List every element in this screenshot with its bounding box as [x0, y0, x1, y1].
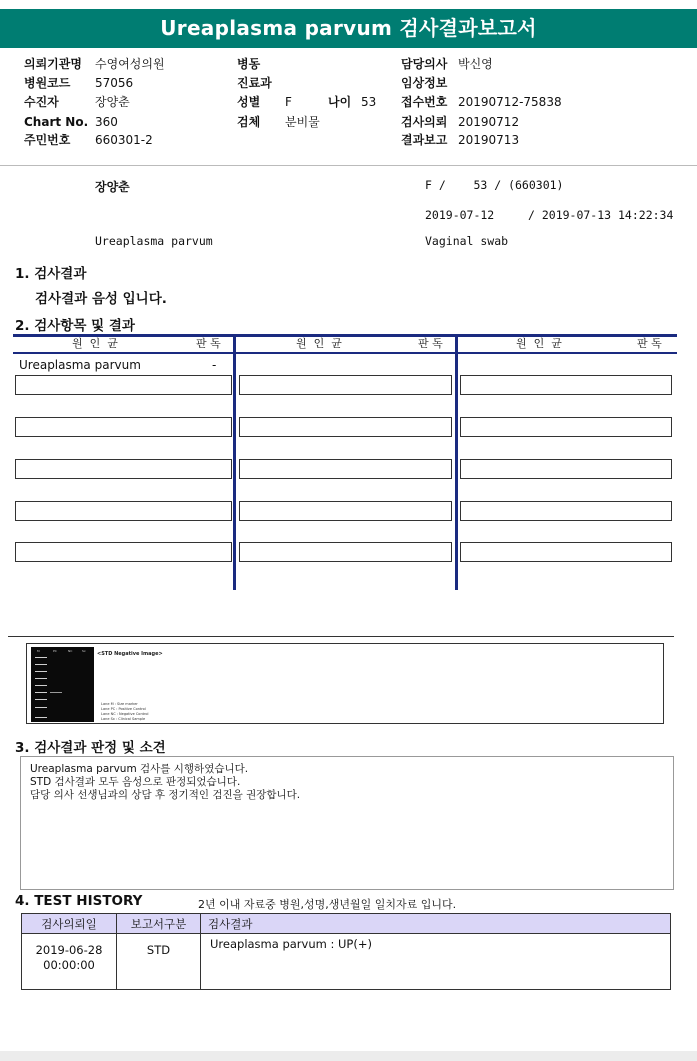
marker-band [35, 657, 47, 658]
empty-result-cell [15, 501, 232, 521]
history-note: 2년 이내 자료중 병원,성명,생년월일 일치자료 입니다. [198, 898, 457, 911]
marker-band [35, 664, 47, 665]
info-label: 병동 [237, 57, 261, 71]
info-sex [237, 93, 292, 112]
summary-patient-name: 장양춘 [95, 180, 130, 194]
info-label: 결과보고 [401, 133, 448, 147]
gel-image-caption: <STD Negative Image> [97, 651, 163, 657]
info-clinical [401, 74, 447, 93]
info-label: 검체 [237, 115, 261, 129]
summary-sex-age-id: F / 53 / (660301) [425, 178, 564, 192]
empty-result-cell [239, 417, 452, 437]
pathogen-name: Ureaplasma parvum [19, 358, 141, 372]
gel-lane-label: PC [53, 649, 57, 653]
info-hospital-code [24, 74, 134, 93]
marker-band [35, 699, 47, 700]
info-value: 분비물 [285, 115, 320, 129]
marker-band [35, 671, 47, 672]
empty-result-cell [460, 501, 672, 521]
history-row-result: Ureaplasma parvum : UP(+) [210, 937, 372, 951]
empty-result-cell [15, 459, 232, 479]
gel-legend-item: Lane NC : Negative Control [101, 712, 149, 716]
table-divider-2 [455, 334, 458, 590]
info-resident-no [24, 131, 153, 150]
info-ward [237, 55, 260, 74]
pathogen-result: - [212, 358, 217, 372]
marker-band [35, 678, 47, 679]
marker-band [35, 692, 47, 693]
info-label: 접수번호 [401, 95, 448, 109]
info-value: 박신영 [458, 57, 493, 71]
marker-band [35, 707, 47, 708]
info-value: 660301-2 [95, 133, 153, 147]
history-header-result: 검사결과 [208, 917, 253, 931]
info-value: 20190713 [458, 133, 520, 147]
marker-band [35, 685, 47, 686]
section3-title: 3. 검사결과 판정 및 소견 [15, 740, 166, 756]
info-value: 장양춘 [95, 95, 130, 109]
opinion-line: 담당 의사 선생님과의 상담 후 정기적인 검진을 권장합니다. [30, 789, 301, 801]
info-specimen [237, 113, 320, 132]
gel-electrophoresis-image [31, 647, 94, 722]
gel-lane-label: Sx [82, 649, 86, 653]
info-label: 담당의사 [401, 57, 448, 71]
col-pathogen-1: 원 인 균 [72, 337, 118, 350]
history-header-date: 검사의뢰일 [41, 917, 97, 931]
info-label: 나이 [328, 95, 352, 109]
gel-legend-item: Lane M : Size marker [101, 702, 138, 706]
section4-title: 4. TEST HISTORY [15, 893, 143, 909]
col-judgement-2: 판 독 [418, 337, 443, 350]
table-header-border [13, 352, 677, 354]
report-title: Ureaplasma parvum 검사결과보고서 [0, 9, 697, 48]
info-label: Chart No. [24, 115, 89, 129]
info-label: 주민번호 [24, 133, 71, 147]
gel-legend-item: Lane PC : Positive Control [101, 707, 146, 711]
result-message: 검사결과 음성 입니다. [35, 291, 167, 307]
empty-result-cell [15, 417, 232, 437]
gel-lane-label: NC [68, 649, 73, 653]
info-report [401, 131, 520, 150]
empty-result-cell [239, 501, 452, 521]
gel-image-frame [26, 643, 664, 724]
info-label: 성별 [237, 95, 261, 109]
history-row-time: 00:00:00 [43, 958, 95, 972]
empty-result-cell [460, 417, 672, 437]
col-pathogen-3: 원 인 균 [516, 337, 562, 350]
empty-result-cell [239, 375, 452, 395]
empty-result-cell [460, 459, 672, 479]
empty-result-cell [239, 542, 452, 562]
section1-title: 1. 검사결과 [15, 266, 87, 282]
info-age [328, 93, 377, 112]
info-value: 20190712-75838 [458, 95, 562, 109]
history-row-type: STD [146, 943, 171, 957]
positive-control-band [50, 692, 62, 693]
col-judgement-1: 판 독 [196, 337, 221, 350]
opinion-box [20, 756, 674, 890]
empty-result-cell [15, 542, 232, 562]
info-value: 20190712 [458, 115, 520, 129]
history-table [21, 913, 671, 990]
info-request [401, 113, 520, 132]
info-value: 57056 [95, 76, 134, 90]
summary-specimen: Vaginal swab [425, 234, 509, 248]
empty-result-cell [239, 459, 452, 479]
info-value: 수영여성의원 [95, 57, 165, 71]
summary-test-name: Ureaplasma parvum [95, 234, 213, 248]
info-label: 의뢰기관명 [24, 57, 82, 71]
info-label: 임상정보 [401, 76, 448, 90]
gel-legend-item: Lane Sx : Clinical Sample [101, 717, 146, 721]
empty-result-cell [15, 375, 232, 395]
history-row-date: 2019-06-28 [35, 943, 103, 957]
footer-strip [0, 1051, 697, 1061]
summary-report-datetime: / 2019-07-13 14:22:34 [528, 208, 674, 222]
info-chart-no [24, 113, 118, 132]
info-value: F [285, 95, 292, 109]
info-department [237, 74, 272, 93]
section2-title: 2. 검사항목 및 결과 [15, 318, 135, 334]
info-value: 360 [95, 115, 118, 129]
info-label: 검사의뢰 [401, 115, 448, 129]
history-col-divider [200, 914, 201, 989]
info-patient [24, 93, 130, 112]
separator-line [8, 636, 674, 637]
col-pathogen-2: 원 인 균 [296, 337, 342, 350]
history-header-type: 보고서구분 [130, 917, 187, 931]
opinion-line: STD 검사결과 모두 음성으로 판정되었습니다. [30, 776, 241, 788]
info-label: 진료과 [237, 76, 272, 90]
info-doctor [401, 55, 493, 74]
empty-result-cell [460, 375, 672, 395]
info-institution [24, 55, 165, 74]
summary-request-date: 2019-07-12 [425, 208, 495, 222]
empty-result-cell [460, 542, 672, 562]
info-receipt-no [401, 93, 562, 112]
col-judgement-3: 판 독 [637, 337, 662, 350]
info-label: 수진자 [24, 95, 59, 109]
table-divider-1 [233, 334, 236, 590]
info-value: 53 [361, 95, 377, 109]
marker-band [35, 717, 47, 718]
gel-lane-label: M [37, 649, 40, 653]
opinion-line: Ureaplasma parvum 검사를 시행하였습니다. [30, 763, 249, 775]
patient-info-block [0, 50, 697, 166]
info-label: 병원코드 [24, 76, 71, 90]
